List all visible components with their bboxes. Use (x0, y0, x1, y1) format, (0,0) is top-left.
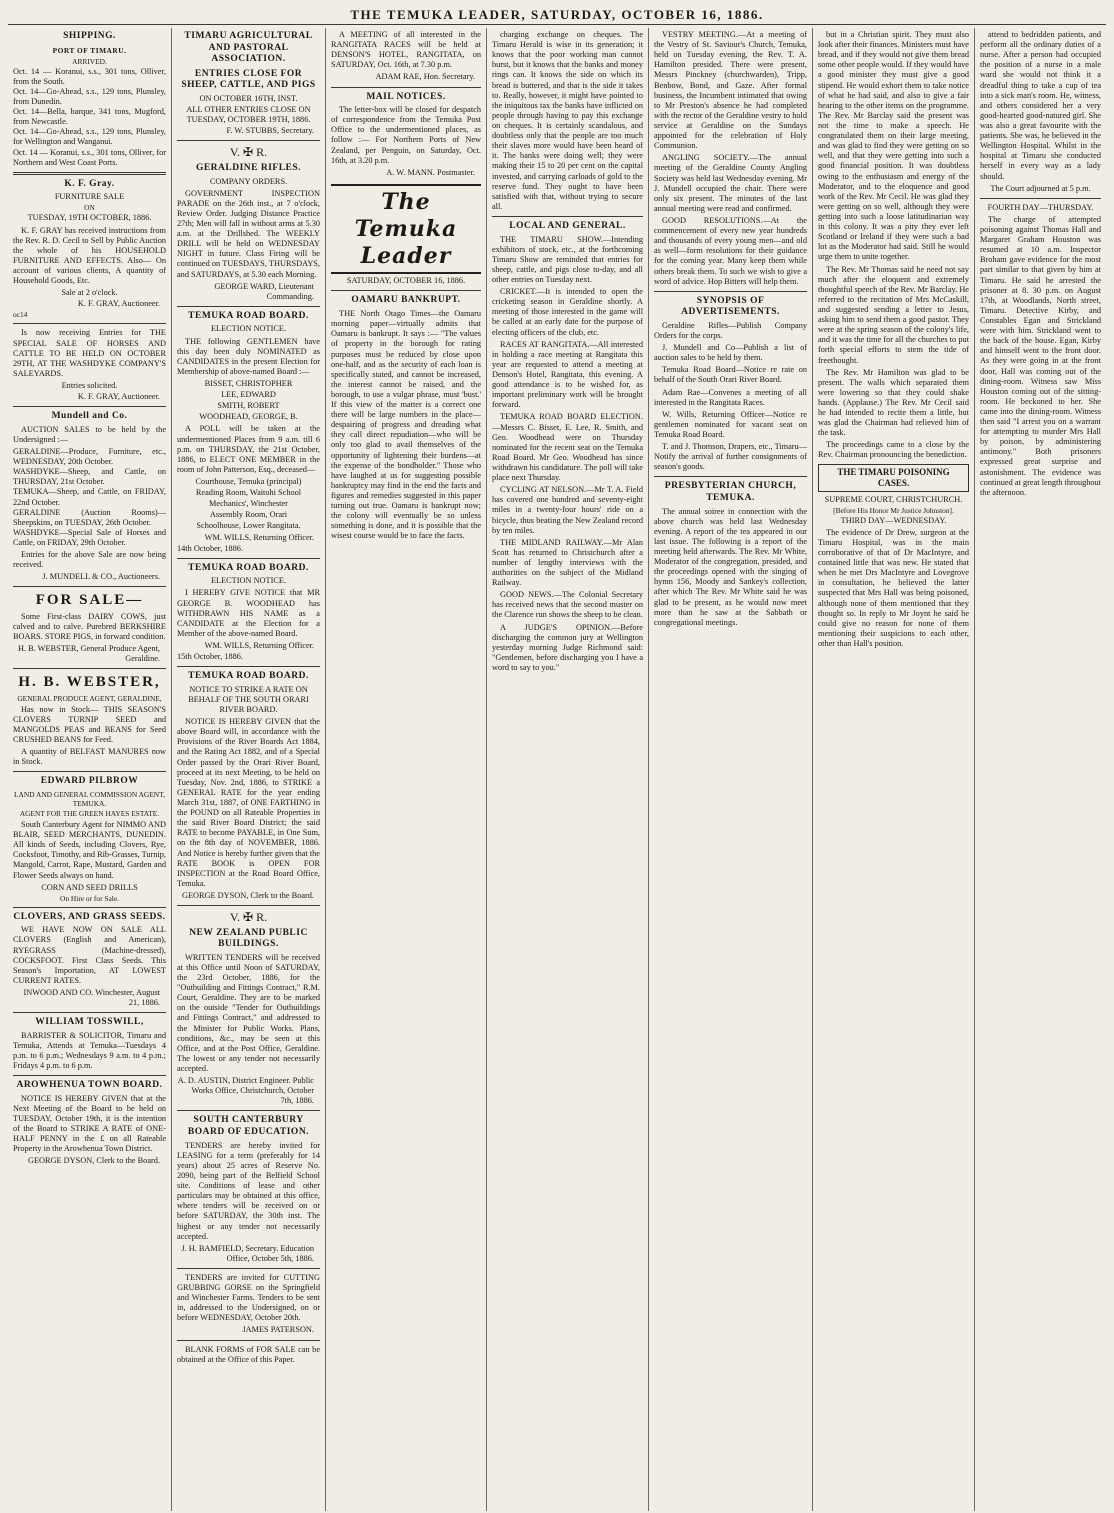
mundell-note: Entries for the above Sale are now being received. (13, 550, 166, 570)
mann-signature: A. W. MANN. Postmaster. (386, 167, 475, 177)
divider (13, 907, 166, 908)
poll-body: A POLL will be taken at the undermentioned Places from 9 a.m. till 6 p.m. on THURSDAY, the 21st October, 1886, to ELECT ONE MEMBER in the room of John Patterson, Esq., deceased— (177, 424, 320, 474)
ward-signature: GEORGE WARD, Lieutenant Commanding. (214, 281, 314, 301)
election2-body: I HEREBY GIVE NOTICE that MR GEORGE B. WOODHEAD has WITHDRAWN HIS NAME as a CANDIDATE at the Election for a Member of the above-named Board. (177, 588, 320, 638)
banner-date: SATURDAY, OCTOBER 16, 1886. (346, 276, 466, 286)
wills-signature-2: WM. WILLS, Returning Officer. (204, 640, 314, 650)
stubbs-signature: F. W. STUBBS, Secretary. (226, 126, 314, 136)
mundell-sale-item: WASHDYKE—Special Sale of Horses and Cattle, on FRIDAY, 29th October. (13, 527, 166, 548)
divider (331, 87, 481, 88)
local-item: RACES AT RANGITATA.—All interested in holding a race meeting at Rangitata this year are requested to attend a meeting at Denson's Hotel, Rangitata, this evening. A good attendance is to be wished for, as important preliminary work will be brought forward. (492, 339, 643, 410)
paterson-signature: JAMES PATERSON. (242, 1325, 314, 1335)
candidate: BISSET, CHRISTOPHER (204, 378, 293, 388)
scboe-heading: SOUTH CANTERBURY BOARD OF EDUCATION. (187, 1115, 310, 1138)
inwood-signature: INWOOD AND CO. Winchester, August 21, 1886. (23, 987, 160, 1008)
polling-place: Courthouse, Temuka (principal) (195, 476, 302, 486)
forsale-body: Some First-class DAIRY COWS, just calved and to calve. Purebred BERKSHIRE BOARS. STORE PIGS, in forward condition. (13, 611, 166, 641)
wills-signature: WM. WILLS, Returning Officer. (204, 532, 314, 542)
masthead: THE TEMUKA LEADER, SATURDAY, OCTOBER 16, 1886. (8, 6, 1106, 25)
strike-heading: NOTICE TO STRIKE A RATE ON BEHALF OF THE SOUTH ORARI RIVER BOARD. (188, 684, 309, 714)
column-3 (326, 28, 487, 1511)
temuka-road-board-heading-2: TEMUKA ROAD BOARD. (188, 562, 309, 573)
article-body: charging exchange on cheques. The Timaru Herald is wise in its generation; it knows that the poor working man cannot burst, but it knows that the banks and money rings can. It knows the side on which its bread is buttered, and that is the side it takes to. Really, however, it might have pointed to the iniquitous tax the banks have inflicted on people through having to pay this exchange on cheques. It is certainly scandalous, and doubtless only that the people are too much their slaves more would have been heard of it. The banks were doing well; they were making their 15 to 20 per cent on the capital invested, and carrying carloads of gold to the reserve fund. They ought to have been satisfied with that, without trying to secure all. (492, 30, 643, 211)
other-entries: ALL OTHER ENTRIES CLOSE ON TUESDAY, OCTOBER 19TH, 1886. (186, 105, 311, 125)
election-heading: ELECTION NOTICE. (210, 324, 287, 334)
polling-place: Reading Room, Waitohi School (195, 488, 302, 498)
on-label: ON (84, 203, 95, 213)
arrived-heading: ARRIVED. (72, 56, 107, 66)
column-6 (813, 28, 975, 1511)
bamfield-signature: J. H. BAMFIELD, Secretary. Education Office, October 5th, 1886. (181, 1243, 314, 1263)
fourth-day-body: The charge of attempted poisoning against Thomas Hall and Margaret Graham Houston was resumed at 10 a.m. Inspector Broham gave evidence for the most part similar to that given by him at Timaru. He said he arrested the prisoner at 8. 30 p.m. on August 17th, at Woodlands, North street, Timaru. Detective Kirby, and Constables Egan and Strickland were with him. Strickland went to the back of the house. Egan, Kirby and himself went to the front door. As they were going in at the front door, Hall was coming out of the dining-room. Witness saw Miss Houston coming out of the sitting-room. He beckoned to her. She came into the dining-room. Witness then said "I arrest you on a warrant for attempting to murder Mrs Hall by poison, by administering antimony." Both prisoners expressed great surprise and astonishment. The evidence was continued at great length throughout the afternoon. (980, 214, 1101, 497)
presbyterian-body: The annual soiree in connection with the above church was held last Wednesday evening. A report of the tea appeared in our last issue. The following is a report of the meeting held afterwards. The Rev. Mr White, Moderator of the congregation, presided, and the proceedings opened with the singing of hymn 156, Moody and Sankey's collection, after which The Rev. Mr White said he was glad to be present, as he would now meet more than he saw at the Sabbath or congregational meetings. (654, 506, 807, 627)
synopsis-item: T. and J. Thomson, Drapers, etc., Timaru—Notify the arrival of further consignments of season's goods. (654, 442, 807, 472)
mail-body: The letter-box will be closed for despatch of correspondence from the Temuka Post Office to the undermentioned places, as follow :— For Northern Ports of New Zealand, per Penguin, on Saturday, Oct. 16th, at 3.20 p.m. (331, 105, 481, 165)
third-day-heading: THIRD DAY—WEDNESDAY. (840, 515, 947, 525)
corn-sub: On Hire or for Sale. (60, 893, 119, 903)
entries-heading: ENTRIES CLOSE FOR SHEEP, CATTLE, AND PIGS (181, 68, 316, 91)
columns (8, 28, 1106, 1511)
divider (177, 140, 320, 141)
local-item: THE TIMARU SHOW.—Intending exhibitors of stock, etc., at the forthcoming Timaru Show are reminded that entries for sheep, cattle, and pigs close to-day, and all other entries on Tuesday next. (492, 234, 643, 284)
arrival-item: Oct. 14 — Koranui, s.s., 301 tons, Olliver, for Northern and West Coast Ports. (13, 147, 166, 167)
gorse-body: TENDERS are invited for CUTTING GRUBBING GORSE on the Springfield and Winchester Farms. Tenders to be sent in, addressed to the Undersigned, on or before WEDNESDAY, October 20th. (177, 1272, 320, 1323)
synopsis-item: J. Mundell and Co—Publish a list of auction sales to be held by them. (654, 343, 807, 363)
nzpb-body: WRITTEN TENDERS will be received at this Office until Noon of SATURDAY, the 23rd October, 1886, for the "Outbuilding and Fittings Contract," R.M. Court, Geraldine. They are to be marked on the outside "Tender for Outbuildings and Fittings Contract," and addressed to the Minister for Public Works. Plans, conditions, &c., may be seen at this Office, and at the Post Office, Geraldine. The lowest or any tender not necessarily accepted. (177, 952, 320, 1074)
gray-heading: K. F. Gray. (64, 178, 115, 189)
divider (654, 476, 807, 477)
oamaru-body: THE North Otago Times—the Oamaru morning paper—virtually admits that Oamaru is bankrupt. It says :— "The values of property in the borough for rating purposes must be reduced by close upon one-half, and as the security of each loan is specifically stated, and cannot be increased, the interest cannot be raised, and the borough, to use a vulgar phrase, must 'bust.' If this view of the matter is a correct one there will be large numbers in the place—despairing of progress and dreading what they call direct repudiation—who will be only too glad to avail themselves of the opportunity of lightening their burdens—at the expense of the bondholder." Those who have laughed at us for suggesting possible bankruptcy may find in the end the facts and figures and remedies suggested in this paper turning out true. Oamaru is bankrupt now; the colony will eventually be so unless something is done, and it is possible that the wisest course would be to face the facts. (331, 309, 481, 541)
divider (177, 558, 320, 559)
candidate: WOODHEAD, GEORGE, B. (199, 412, 298, 422)
rifles-heading: GERALDINE RIFLES. (195, 162, 302, 173)
synopsis-item: Adam Rae—Convenes a meeting of all interested in the Rangitata Races. (654, 387, 807, 407)
polling-place: Schoolhouse, Lower Rangitata. (196, 521, 301, 531)
divider (654, 291, 807, 292)
corn-heading: CORN AND SEED DRILLS (41, 882, 138, 892)
column-2 (172, 28, 326, 1511)
column-7 (975, 28, 1106, 1511)
divider (13, 323, 166, 324)
sale-time: Sale at 2 o'clock. (61, 288, 118, 298)
orders-heading: COMPANY ORDERS. (209, 176, 288, 186)
temuka-road-board-heading: TEMUKA ROAD BOARD. (188, 310, 309, 321)
webster-body-2: A quantity of BELFAST MANURES now in Stock. (13, 747, 166, 767)
third-day-body: The evidence of Dr Drew, surgeon at the Timaru Hospital, was in the main corroborative of that of Dr MacIntyre, and contained little that was new. He stated that when he met Drs MacIntyre and Lovegrove in consultation, he believed the latter suspected that Mrs Hall was being poisoned, although none of them mentioned that they thought so. In reply to Mr Joynt he said he could give no reason for none of them mentioning their suspicions to each other, other than Hall's position. (818, 527, 969, 648)
pilbrow-body: South Canterbury Agent for NIMMO AND BLAIR, SEED MERCHANTS, DUNEDIN. All kinds of Seeds, including Clovers, Rye, Cocksfoot, Timothy, and Rib-Grasses, Turnip, Mangold, Carrot, Rape, Mustard, Garden and Flower Seeds always on hand. (13, 819, 166, 880)
port-heading: PORT OF TIMARU. (52, 45, 127, 55)
strike-body: NOTICE IS HEREBY GIVEN that the above Board will, in accordance with the Provisions of the River Boards Act 1884, and the Rating Act 1882, and of a Special Order passed by the Orari River Board, proceed at its next Meeting, to be held on Tuesday, Nov. 2nd, 1886, to STRIKE a GENERAL RATE for the year ending March 31st, 1887, of ONE FARTHING in the POUND on all Rateable Properties in the said River Board District; the said RATE to become PAYABLE, in One Sum, on the 8th day of NOVEMBER, 1886. And Notice is hereby further given that the RATE BOOK is OPEN FOR INSPECTION at the Road Board Office, Temuka. (177, 717, 320, 888)
pilbrow-heading: EDWARD PILBROW (40, 776, 139, 787)
election-heading-2: ELECTION NOTICE. (210, 576, 287, 586)
synopsis-item: Geraldine Rifles—Publish Company Orders for the corps. (654, 320, 807, 340)
crest-icon: V. ✠ R. (229, 910, 268, 925)
divider (331, 290, 481, 291)
mundell-sale-item: GERALDINE—Produce, Furniture, etc., WEDNESDAY, 20th October. (13, 447, 166, 467)
arrival-item: Oct. 14—Go-Ahead, s.s., 129 tons, Plunsley, for Wellington and Wanganui. (13, 127, 166, 147)
divider (13, 771, 166, 772)
divider (13, 172, 166, 175)
gray2-body: Is now receiving Entries for THE SPECIAL SALE OF HORSES AND CATTLE TO BE HELD ON OCTOBER 29TH, AT THE WASHDYKE COMPANY'S SALEYARDS. (13, 328, 166, 378)
furniture-heading: FURNITURE SALE (54, 192, 125, 202)
nzpb-heading: NEW ZEALAND PUBLIC BUILDINGS. (189, 927, 308, 950)
local-heading: LOCAL AND GENERAL. (509, 220, 626, 231)
timaru-association-heading: TIMARU AGRICULTURAL AND PASTORAL ASSOCIATION. (184, 31, 313, 65)
synopsis-item: Temuka Road Board—Notice re rate on behalf of the South Orari River Board. (654, 365, 807, 385)
mail-heading: MAIL NOTICES. (366, 91, 446, 102)
arrival-item: Oct. 14—Bella, barque, 341 tons, Mugford, from Newcastle. (13, 107, 166, 127)
local-item: A JUDGE'S OPINION.—Before discharging the common jury at Wellington yesterday morning Judge Richmond said: "Gentlemen, before discharging you I have a word to say to you." (492, 622, 643, 673)
mundell-intro: AUCTION SALES to be held by the Undersigned :— (13, 424, 166, 444)
vestry-body: VESTRY MEETING.—At a meeting of the Vestry of St. Saviour's Church, Temuka, held on Tuesday evening, the Rev. T. A. Hamilton presided. There were present, Messrs Pinckney (churchwarden), Tripp, Benbow, Bond, and Gaze. After formal business, the Incumbent intimated that owing to Mr Preston's absence he had completed with the rector of the Geraldine vestry to hold service at Geraldine on the Sundays appointed for the celebration of Holy Communion. (654, 30, 807, 151)
synopsis-heading: SYNOPSIS OF ADVERTISEMENTS. (681, 295, 780, 318)
soiree-close: The proceedings came to a close by the Rev. Chairman pronouncing the benediction. (818, 440, 969, 460)
blank-forms-body: BLANK FORMS of FOR SALE can be obtained at the Office of this Paper. (177, 1344, 320, 1364)
gray2-signature: K. F. GRAY, Auctioneer. (77, 392, 160, 402)
temuka-road-board-heading-3: TEMUKA ROAD BOARD. (188, 671, 309, 682)
austin-signature: A. D. AUSTIN, District Engineer. Public Works Office, Christchurch, October 7th, 1886. (177, 1076, 314, 1106)
scboe-body: TENDERS are hereby invited for LEASING for a term (preferably for 14 years) about 25 acres of Reserve No. 2090, being part of the Belfield School site. Conditions of lease and other particulars may be obtained at this office, where tenders will be received on or before SATURDAY, the 30th inst. The highest or any tender not necessarily accepted. (177, 1140, 320, 1241)
mundell-heading: Mundell and Co. (51, 411, 128, 422)
furniture-date: TUESDAY, 19TH OCTOBER, 1886. (27, 213, 152, 223)
meeting-body: A MEETING of all interested in the RANGITATA RACES will be held at DENSON'S HOTEL, RANGITATA, on SATURDAY, Oct. 16th, at 7.30 p.m. (331, 30, 481, 70)
webster-body: Has now in Stock— THIS SEASON'S CLOVERS TURNIP SEED and MANGOLDS PEAS and BEANS for Seed CRUSHED BEANS for Feed. (13, 704, 166, 744)
rae-signature: ADAM RAE, Hon. Secretary. (375, 72, 475, 82)
angling-body: ANGLING SOCIETY.—The annual meeting of the Geraldine County Angling Society was held last Wednesday evening. Mr J. Mundell occupied the chair. There were only six present. The minutes of the last annual meeting were read and confirmed. (654, 153, 807, 213)
ad-code: oc14 (13, 310, 28, 320)
divider (177, 905, 320, 906)
presbyterian-heading: PRESBYTERIAN CHURCH, TEMUKA. (664, 481, 797, 503)
wills-date: 14th October, 1886. (177, 543, 244, 553)
synopsis-item: W. Wills, Returning Officer—Notice re gentlemen nominated for vacant seat on Temuka Road Board. (654, 409, 807, 439)
local-item: TEMUKA ROAD BOARD ELECTION.—Messrs C. Bisset, E. Lee, R. Smith, and Geo. Woodhead were on Thursday nominated for the recent seat on the Temuka Road Board. Mr Geo. Woodhead has since withdrawn his candidature. The poll will take place next Thursday. (492, 412, 643, 483)
local-item: THE MIDLAND RAILWAY.—Mr Alan Scott has returned to Christchurch after a number of lengthy interviews with the authorities on the subject of the Midland Railway. (492, 537, 643, 588)
divider (177, 1110, 320, 1111)
divider (13, 586, 166, 587)
fourth-day-heading: FOURTH DAY—THURSDAY. (987, 202, 1094, 212)
entries-date: ON OCTOBER 16TH, INST. (199, 93, 298, 103)
candidate: SMITH, ROBERT (217, 401, 280, 411)
column-1 (8, 28, 172, 1511)
dyson-signature: GEORGE DYSON, Clerk to the Board. (27, 1156, 160, 1166)
election-body: THE following GENTLEMEN have this day been duly NOMINATED as CANDIDATES in the present Election for Membership of above-named Board :— (177, 336, 320, 376)
mundell-sale-item: TEMUKA—Sheep, and Cattle, on FRIDAY, 22nd October. (13, 487, 166, 507)
divider (13, 1012, 166, 1013)
shipping-heading: SHIPPING. (63, 31, 116, 41)
tosswill-heading: WILLIAM TOSSWILL, (35, 1017, 144, 1028)
divider (13, 1075, 166, 1076)
pilbrow-sub: LAND AND GENERAL COMMISSION AGENT, TEMUKA. (14, 789, 165, 808)
judge-line: [Before His Honor Mr Justice Johnston]. (833, 505, 954, 515)
wills-date-2: 15th October, 1886. (177, 652, 244, 662)
arrival-item: Oct. 14—Go-Ahead, s.s., 129 tons, Plunsley, from Dunedin. (13, 86, 166, 106)
oamaru-heading: OAMARU BANKRUPT. (351, 295, 461, 306)
soiree-more: The Rev. Mr Thomas said he need not say much after the eloquent and extremely thoughtful speech of the Rev. Mr Barclay. He referred to the recitation of Mrs McCaskill, and suggested sending a letter to Jesus, asking him to send them a good pastor. They were at the spring season of the colony's life, and it was the time for all the churches to put forth special efforts to stem the tide of freethought. (818, 264, 969, 365)
divider (177, 666, 320, 667)
polling-place: Assembly Room, Orari (209, 510, 288, 520)
webster-heading: H. B. WEBSTER, (18, 674, 161, 691)
gray-body: K. F. GRAY has received instructions from the Rev. R. D. Cecil to Sell by Public Auction the whole of his HOUSEHOLD FURNITURE AND EFFECTS. Also— On account of various clients, A quantity of Household Goods, Etc. (13, 225, 166, 286)
divider (177, 1268, 320, 1269)
divider (13, 406, 166, 407)
arrival-item: Oct. 14 — Koranui, s.s., 301 tons, Olliver, from the South. (13, 66, 166, 86)
clovers-heading: CLOVERS, AND GRASS SEEDS. (13, 911, 166, 922)
candidate: LEE, EDWARD (221, 390, 276, 400)
court-adjourned: The Court adjourned at 5 p.m. (990, 183, 1091, 193)
tosswill-body: BARRISTER & SOLICITOR, Timaru and Temuka, Attends at Temuka—Tuesdays 4 p.m. to 6 p.m.; Wednesdays 9 a.m. to 4 p.m.; Fridays 4 p.m. to 6 p.m. (13, 1030, 166, 1071)
evidence-body: attend to bedridden patients, and perform all the ordinary duties of a nurse. After a person had occupied the position of a nurse in a male ward she would not think it a dreadful thing to take a cup of tea into a sick man's room. He, witness, and others considered her a very good-hearted good-natured girl. She was also a great favourite with the patients. She was, he believed in the Wellington Hospital. Whilst in the hospital at Timaru she conducted herself in every way as a lady should. (980, 30, 1101, 181)
arowhenua-heading: AROWHENUA TOWN BOARD. (16, 1080, 163, 1091)
mundell-signature: J. MUNDELL & CO., Auctioneers. (42, 572, 160, 582)
divider (980, 198, 1101, 199)
soiree-hamilton: The Rev. Mr Hamilton was glad to be present. The walls which separated them were lowering so that they could shake hands. (Applause.) The Rev. Mr Cecil said he had intended to recite them a little, but was glad the Chairman had relieved him of the task. (818, 367, 969, 438)
leader-banner: The Temuka Leader (331, 184, 481, 274)
polling-place: Mechanics', Winchester (209, 499, 288, 509)
mundell-sale-item: GERALDINE (Auction Rooms)—Sheepskins, on TUESDAY, 26th October. (13, 507, 166, 527)
forsale-heading: FOR SALE— (35, 592, 144, 609)
clovers-body: WE HAVE NOW ON SALE ALL CLOVERS (English and American), RYEGRASS (Machine-dressed), COCKSFOOT. First Class Seeds. This Season's Importation, AT LOWEST CURRENT RATES. (13, 925, 166, 985)
court-heading: SUPREME COURT, CHRISTCHURCH. (824, 494, 963, 504)
webster-sub: GENERAL PRODUCE AGENT, GERALDINE, (17, 693, 162, 703)
local-item: GOOD NEWS.—The Colonial Secretary has received news that the second muster on the Clarence run shows the sheep to be clean. (492, 590, 643, 620)
crest-icon: V. ✠ R. (229, 145, 268, 160)
divider (13, 668, 166, 669)
webster-signature: H. B. WEBSTER, General Produce Agent, Geraldine. (17, 644, 160, 664)
gray-signature: K. F. GRAY, Auctioneer. (77, 299, 160, 309)
dyson-signature-2: GEORGE DYSON, Clerk to the Board. (181, 890, 314, 900)
pilbrow-agent: AGENT FOR THE GREEN HAYES ESTATE. (19, 808, 160, 818)
divider (492, 216, 643, 217)
orders-body: GOVERNMENT INSPECTION PARADE on the 26th inst., at 7 o'clock, Review Order. Judging Distance Practice 27th; Men will fall in without arms at 5.30 a.m. at the Drillshed. The WEEKLY DRILL will be held on WEDNESDAY NIGHT in future. Class Firing will be continued on TUESDAYS, THURSDAYS, and SATURDAYS, at 5.30 each Morning. (177, 188, 320, 279)
local-item: CYCLING AT NELSON.—Mr T. A. Field has covered one hundred and seventy-eight miles in a twenty-four hours' ride on a bicycle, thus beating the New Zealand record by ten miles. (492, 485, 643, 535)
local-item: CRICKET.—It is intended to open the cricketing season in Geraldine shortly. A meeting of those interested in the game will be called at an early date for the purpose of electing officers of the club, etc. (492, 287, 643, 337)
arowhenua-body: NOTICE IS HEREBY GIVEN that at the Next Meeting of the Board to be held on TUESDAY, October 19th, it is the intention of the Board to STRIKE A RATE of ONE-HALF PENNY in the £ on all Rateable Property in the Arowhenua Town District. (13, 1093, 166, 1154)
column-5 (649, 28, 813, 1511)
soiree-body: but in a Christian spirit. They must also look after their finances. Ministers must have bread, and if they would not give them bread some other people would. If they would have a good minister they must give a good stipend. He would exhort them to take notice of what he had said, and also to give a fair hearing to the other items on the programme. The Rev. Mr Barclay said the present was not the time to make a speech. He congratulated them on their large meeting, and was glad to find they were getting on so well, and that they were getting into such a good financial position. It was doubtless owing to the enthusiasm and energy of the Moderator, and to the eloquence and good work of the Rev. Mr Cecil. He was glad they were getting on so well, although they were getting into such a loose latitudinarian way in this colony. It was a pity they ever left Scotland or Ireland if they were such a bad lot as the Moderator had said. Still he would urge them to unite together. (818, 30, 969, 262)
mundell-sale-item: WASHDYKE—Sheep, and Cattle, on THURSDAY, 21st October. (13, 467, 166, 487)
entries-solicited: Entries solicited. (61, 381, 118, 391)
resolutions-body: GOOD RESOLUTIONS.—At the commencement of every new year hundreds and thousands of every young men—and old as well—form resolutions for their guidance for the coming year. Many keep them while others break them. To such we wish to give a word of advice. Hop Bitters will help them. (654, 215, 807, 286)
poisoning-heading: THE TIMARU POISONING CASES. (818, 464, 969, 492)
divider (177, 1340, 320, 1341)
column-4 (487, 28, 649, 1511)
divider (177, 306, 320, 307)
